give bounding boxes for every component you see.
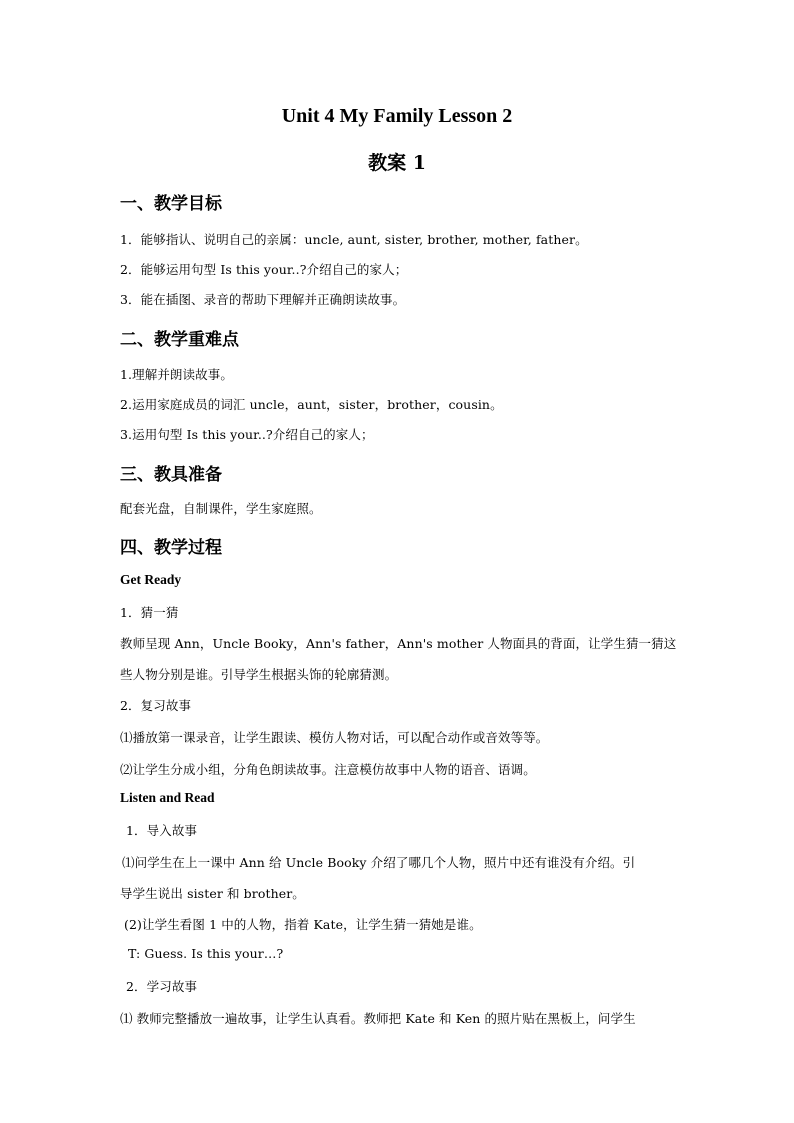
listen-read-line-7: ⑴ 教师完整播放一遍故事，让学生认真看。教师把 Kate 和 Ken 的照片贴在黑板上，问学生 (120, 1011, 636, 1026)
objective-line-1: 1．能够指认、说明自己的亲属：uncle, aunt, sister, brother, mother, father。 (120, 232, 588, 247)
listen-read-line-5: T: Guess. Is this your…? (128, 946, 284, 961)
materials-line-1: 配套光盘，自制课件，学生家庭照。 (120, 501, 322, 516)
section-heading-objectives: 一、教学目标 (120, 194, 222, 214)
section-heading-key-points: 二、教学重难点 (120, 330, 239, 350)
objective-line-3: 3．能在插图、录音的帮助下理解并正确朗读故事。 (120, 292, 406, 307)
listen-read-line-3: 导学生说出 sister 和 brother。 (120, 886, 305, 901)
get-ready-line-3: 些人物分别是谁。引导学生根据头饰的轮廓猜测。 (120, 667, 398, 682)
key-point-line-1: 1.理解并朗读故事。 (120, 367, 233, 382)
objective-line-2: 2．能够运用句型 Is this your..?介绍自己的家人； (120, 262, 408, 277)
key-point-line-2: 2.运用家庭成员的词汇 uncle，aunt，sister，brother，cousin。 (120, 397, 503, 412)
listen-read-line-1: 1．导入故事 (126, 823, 198, 838)
get-ready-line-6: ⑵让学生分成小组，分角色朗读故事。注意模仿故事中人物的语音、语调。 (120, 762, 536, 777)
subheading-listen-and-read: Listen and Read (120, 790, 215, 805)
get-ready-line-4: 2．复习故事 (120, 698, 192, 713)
document-subtitle: 教案 1 (368, 152, 426, 174)
get-ready-line-5: ⑴播放第一课录音，让学生跟读、模仿人物对话，可以配合动作或音效等等。 (120, 730, 549, 745)
section-heading-process: 四、教学过程 (120, 538, 222, 558)
listen-read-line-2: ⑴问学生在上一课中 Ann 给 Uncle Booky 介绍了哪几个人物，照片中还有谁没有介绍。引 (122, 855, 636, 870)
section-heading-materials: 三、教具准备 (120, 465, 222, 485)
document-title: Unit 4 My Family Lesson 2 (281, 105, 513, 127)
listen-read-line-4: (2)让学生看图 1 中的人物，指着 Kate，让学生猜一猜她是谁。 (124, 917, 482, 932)
get-ready-line-2: 教师呈现 Ann，Uncle Booky，Ann's father，Ann's mother 人物面具的背面，让学生猜一猜这 (120, 636, 677, 651)
listen-read-line-6: 2．学习故事 (126, 979, 198, 994)
get-ready-line-1: 1．猜一猜 (120, 605, 179, 620)
subheading-get-ready: Get Ready (120, 572, 182, 587)
key-point-line-3: 3.运用句型 Is this your..?介绍自己的家人； (120, 427, 374, 442)
